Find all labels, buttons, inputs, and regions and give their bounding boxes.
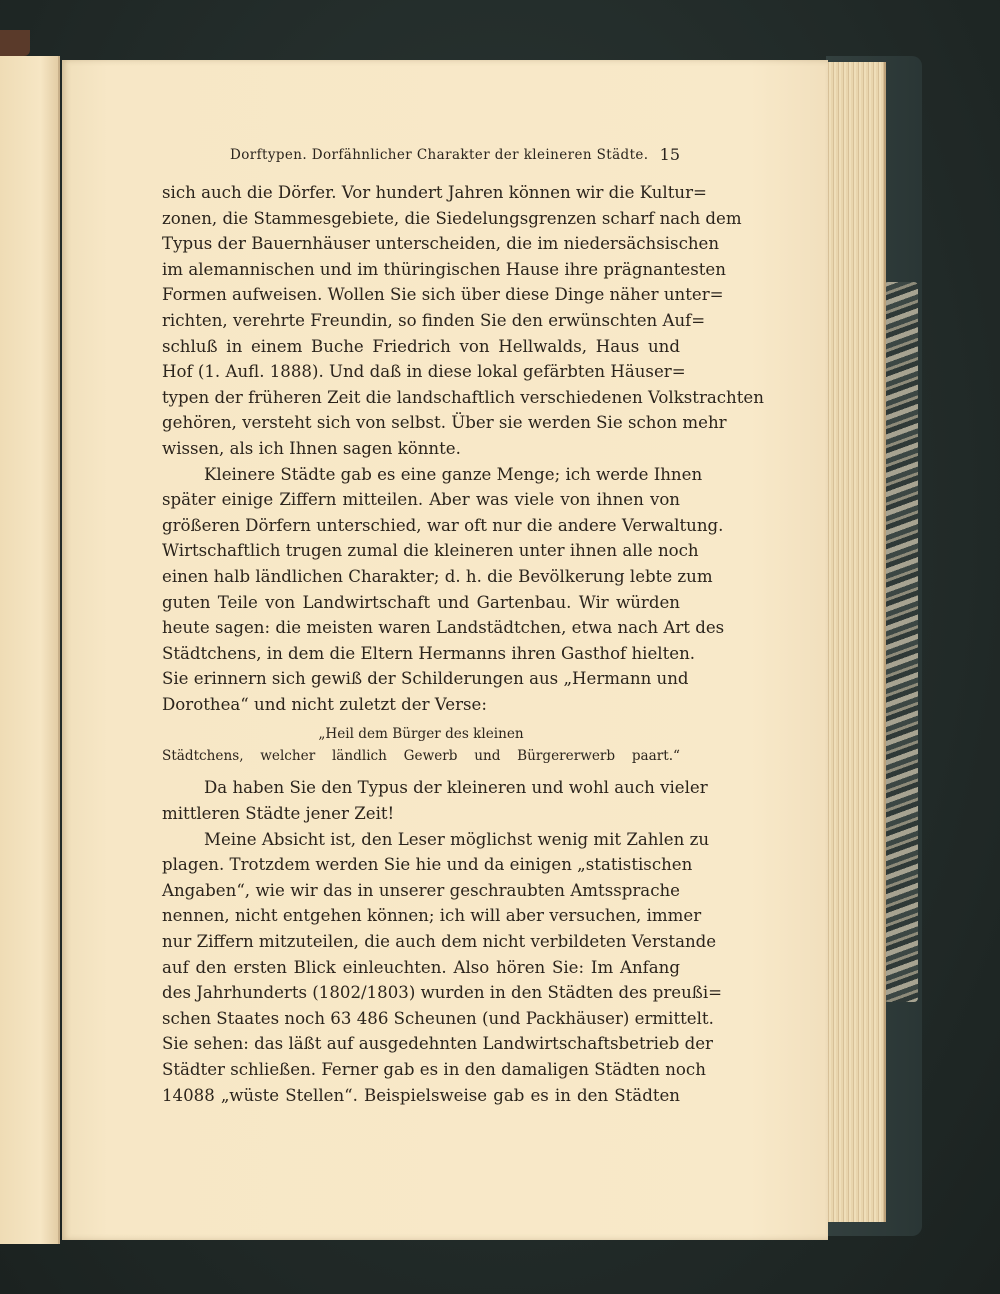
verse-quote-line: Städtchens, welcher ländlich Gewerb und Bürgererwerb paart.“: [162, 748, 680, 765]
left-facing-page: [0, 56, 60, 1244]
text-line: im alemannischen und im thüringischen Hause ihre prägnantesten: [162, 259, 726, 279]
text-line: Sie sehen: das läßt auf ausgedehnten Landwirtschaftsbetrieb der: [162, 1034, 713, 1054]
text-line: nur Ziffern mitzuteilen, die auch dem nicht verbildeten Verstande: [162, 932, 717, 952]
text-line: plagen. Trotzdem werden Sie hie und da einigen „statistischen: [162, 855, 693, 875]
left-book-cover: [0, 30, 30, 56]
text-line: mittleren Städte jener Zeit!: [162, 804, 395, 824]
text-line: Meine Absicht ist, den Leser möglichst wenig mit Zahlen zu: [204, 829, 710, 849]
text-line: Da haben Sie den Typus der kleineren und wohl auch vieler: [204, 778, 708, 798]
page-edges: [826, 62, 886, 1222]
text-line: gehören, versteht sich von selbst. Über sie werden Sie schon mehr: [162, 413, 727, 433]
body-text: [162, 180, 764, 1108]
text-line: Hof (1. Aufl. 1888). Und daß in diese lokal gefärbten Häuser=: [162, 362, 686, 382]
marbled-endpaper: [884, 282, 918, 1002]
text-line: größeren Dörfern unterschied, war oft nur die andere Verwaltung.: [162, 515, 724, 535]
text-line: Wirtschaftlich trugen zumal die kleineren unter ihnen alle noch: [162, 541, 699, 561]
text-line: schen Staates noch 63 486 Scheunen (und Packhäuser) ermittelt.: [162, 1008, 714, 1028]
text-line: sich auch die Dörfer. Vor hundert Jahren können wir die Kultur=: [162, 183, 707, 202]
page-number: 15: [659, 145, 680, 164]
text-line: 14088 „wüste Stellen“. Beispielsweise gab es in den Städten: [162, 1085, 680, 1105]
text-line: wissen, als ich Ihnen sagen könnte.: [162, 438, 461, 458]
text-line: Kleinere Städte gab es eine ganze Menge; ich werde Ihnen: [204, 464, 703, 484]
text-line: Dorothea“ und nicht zuletzt der Verse:: [162, 694, 487, 714]
text-line: Angaben“, wie wir das in unserer geschraubten Amtssprache: [162, 880, 680, 900]
text-line: auf den ersten Blick einleuchten. Also hören Sie: Im Anfang: [162, 957, 680, 977]
text-line: einen halb ländlichen Charakter; d. h. die Bevölkerung lebte zum: [162, 566, 713, 586]
page-header: [170, 145, 680, 169]
text-line: nennen, nicht entgehen können; ich will aber versuchen, immer: [162, 906, 702, 926]
verse-quote-line: „Heil dem Bürger des kleinen: [318, 726, 524, 743]
text-line: Sie erinnern sich gewiß der Schilderungen aus „Hermann und: [162, 669, 689, 689]
text-line: heute sagen: die meisten waren Landstädtchen, etwa nach Art des: [162, 618, 725, 638]
text-line: typen der früheren Zeit die landschaftlich verschiedenen Volkstrachten: [162, 387, 764, 407]
running-head: Dorftypen. Dorfähnlicher Charakter der kleineren Städte.: [230, 147, 649, 163]
text-line: schluß in einem Buche Friedrich von Hellwalds, Haus und: [162, 336, 680, 356]
text-line: Formen aufweisen. Wollen Sie sich über diese Dinge näher unter=: [162, 285, 724, 305]
text-line: Typus der Bauernhäuser unterscheiden, die im niedersächsischen: [162, 234, 720, 254]
text-line: Städter schließen. Ferner gab es in den damaligen Städten noch: [162, 1060, 706, 1079]
text-line: zonen, die Stammesgebiete, die Siedelungsgrenzen scharf nach dem: [162, 208, 742, 228]
text-line: guten Teile von Landwirtschaft und Gartenbau. Wir würden: [162, 592, 680, 612]
text-line: richten, verehrte Freundin, so finden Sie den erwünschten Auf=: [162, 310, 706, 330]
text-line: des Jahrhunderts (1802/1803) wurden in den Städten des preußi=: [162, 983, 723, 1003]
text-line: später einige Ziffern mitteilen. Aber was viele von ihnen von: [162, 490, 680, 510]
text-line: Städtchens, in dem die Eltern Hermanns ihren Gasthof hielten.: [162, 643, 696, 663]
